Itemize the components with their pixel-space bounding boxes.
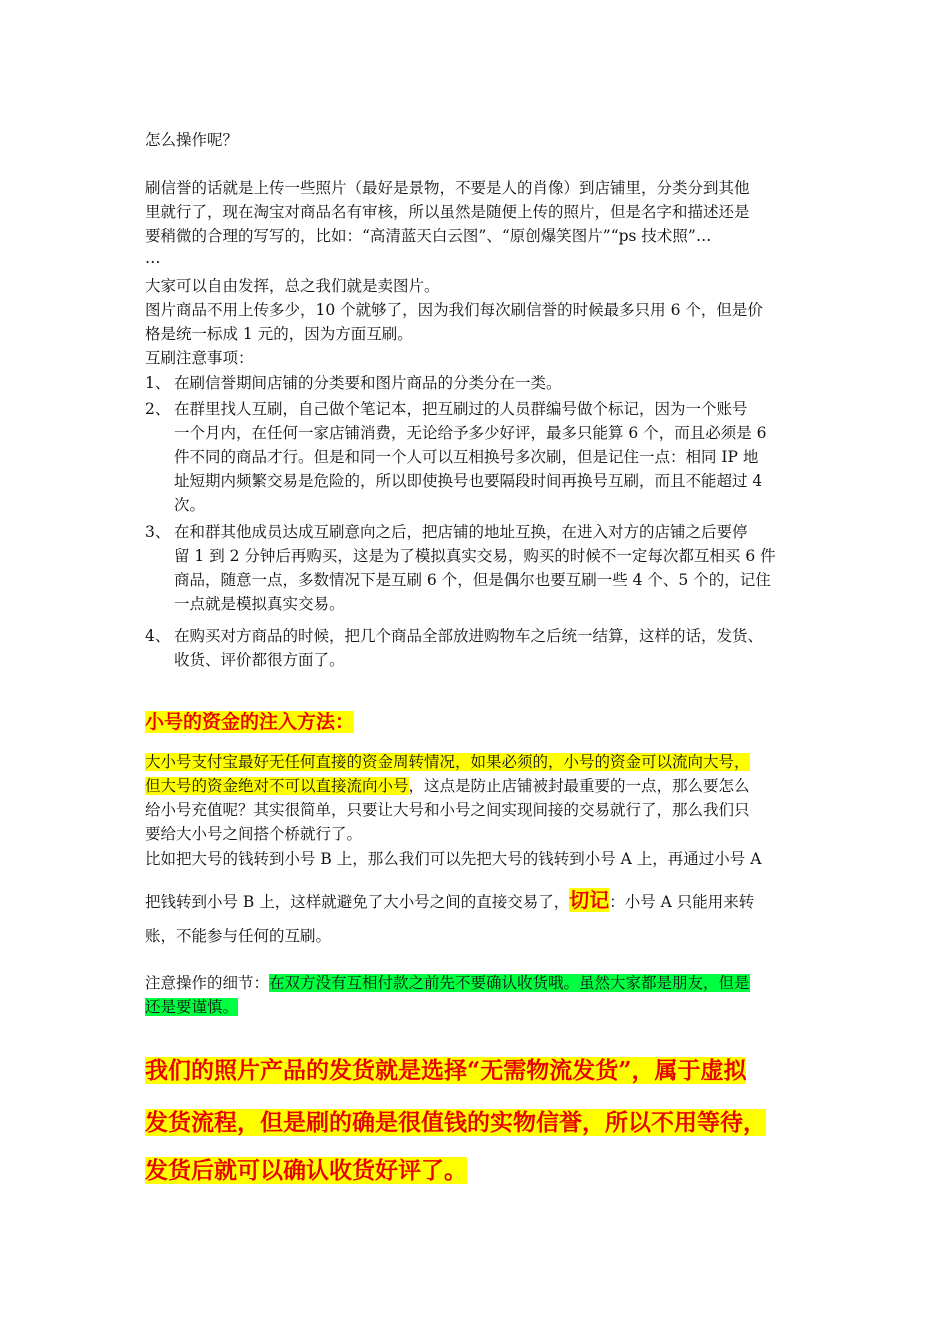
shipping-line <box>145 1106 766 1140</box>
funding-line: 账，不能参与任何的互刷。 <box>145 927 332 945</box>
shipping-highlight: 发货后就可以确认收货好评了。 <box>145 1157 467 1184</box>
intro-line: 图片商品不用上传多少，10 个就够了，因为我们每次刷信誉的时候最多只用 6 个，但是价 <box>145 301 763 319</box>
note-line: 一点就是模拟真实交易。 <box>174 595 345 613</box>
list-number: 3、 <box>145 523 171 541</box>
detail-line <box>145 971 750 995</box>
note-line: 一个月内，在任何一家店铺消费，无论给予多少好评，最多只能算 6 个，而且必须是 6 <box>174 424 767 442</box>
qieji-emphasis: 切记 <box>569 888 610 912</box>
shipping-highlight: 发货流程，但是刷的确是很值钱的实物信誉，所以不用等待， <box>145 1109 766 1136</box>
shipping-highlight: 我们的照片产品的发货就是选择“无需物流发货”，属于虚拟 <box>145 1057 747 1084</box>
funding-line: 给小号充值呢？其实很简单，只要让大号和小号之间实现间接的交易就行了，那么我们只 <box>145 801 750 819</box>
intro-line: 里就行了，现在淘宝对商品名有审核，所以虽然是随便上传的照片，但是名字和描述还是 <box>145 203 750 221</box>
note-line: 在刷信誉期间店铺的分类要和图片商品的分类分在一类。 <box>174 374 562 392</box>
funding-heading <box>145 709 354 735</box>
funding-text: 把钱转到小号 B 上，这样就避免了大小号之间的直接交易了， <box>145 893 570 911</box>
funding-text: ：小号 A 只能用来转 <box>609 893 755 911</box>
notes-heading: 互刷注意事项： <box>145 349 254 367</box>
funding-heading-text: 小号的资金的注入方法： <box>145 711 355 733</box>
intro-line: 大家可以自由发挥，总之我们就是卖图片。 <box>145 277 440 295</box>
detail-highlight: 在双方没有互相付款之前先不要确认收货哦。虽然大家都是朋友，但是 <box>269 974 750 992</box>
list-number: 2、 <box>145 400 171 418</box>
funding-line <box>145 750 750 774</box>
detail-line <box>145 995 238 1019</box>
note-line: 商品，随意一点，多数情况下是互刷 6 个，但是偶尔也要互刷一些 4 个、5 个的，记住 <box>174 571 771 589</box>
funding-highlight: 大小号支付宝最好无任何直接的资金周转情况，如果必须的，小号的资金可以流向大号， <box>145 753 750 771</box>
funding-line <box>145 774 750 798</box>
funding-line <box>145 886 754 916</box>
note-line: 在群里找人互刷，自己做个笔记本，把互刷过的人员群编号做个标记，因为一个账号 <box>174 400 748 418</box>
how-heading: 怎么操作呢？ <box>145 131 239 149</box>
shipping-line <box>145 1154 467 1188</box>
intro-line: … <box>145 249 161 267</box>
intro-line: 刷信誉的话就是上传一些照片（最好是景物，不要是人的肖像）到店铺里，分类分到其他 <box>145 179 750 197</box>
note-line: 收货、评价都很方面了。 <box>174 651 345 669</box>
note-line: 留 1 到 2 分钟后再购买，这是为了模拟真实交易，购买的时候不一定每次都互相买 6 件 <box>174 547 776 565</box>
shipping-line <box>145 1054 746 1088</box>
detail-label: 注意操作的细节： <box>145 974 270 992</box>
funding-line: 比如把大号的钱转到小号 B 上，那么我们可以先把大号的钱转到小号 A 上，再通过小号 A <box>145 850 762 868</box>
note-line: 址短期内频繁交易是危险的，所以即使换号也要隔段时间再换号互刷，而且不能超过 4 <box>174 472 763 490</box>
funding-highlight: 但大号的资金绝对不可以直接流向小号 <box>145 777 409 795</box>
list-number: 4、 <box>145 627 171 645</box>
intro-line: 要稍微的合理的写写的，比如：“高清蓝天白云图”、“原创爆笑图片”“ps 技术照”… <box>145 227 712 245</box>
note-line: 次。 <box>174 496 206 514</box>
note-line: 件不同的商品才行。但是和同一个人可以互相换号多次刷，但是记住一点：相同 IP 地 <box>174 448 759 466</box>
funding-line: 要给大小号之间搭个桥就行了。 <box>145 825 363 843</box>
funding-text: ，这点是防止店铺被封最重要的一点，那么要怎么 <box>408 777 750 795</box>
intro-line: 格是统一标成 1 元的，因为方面互刷。 <box>145 325 413 343</box>
list-number: 1、 <box>145 374 171 392</box>
detail-highlight: 还是要谨慎。 <box>145 998 239 1016</box>
note-line: 在购买对方商品的时候，把几个商品全部放进购物车之后统一结算，这样的话，发货、 <box>174 627 764 645</box>
note-line: 在和群其他成员达成互刷意向之后，把店铺的地址互换，在进入对方的店铺之后要停 <box>174 523 748 541</box>
